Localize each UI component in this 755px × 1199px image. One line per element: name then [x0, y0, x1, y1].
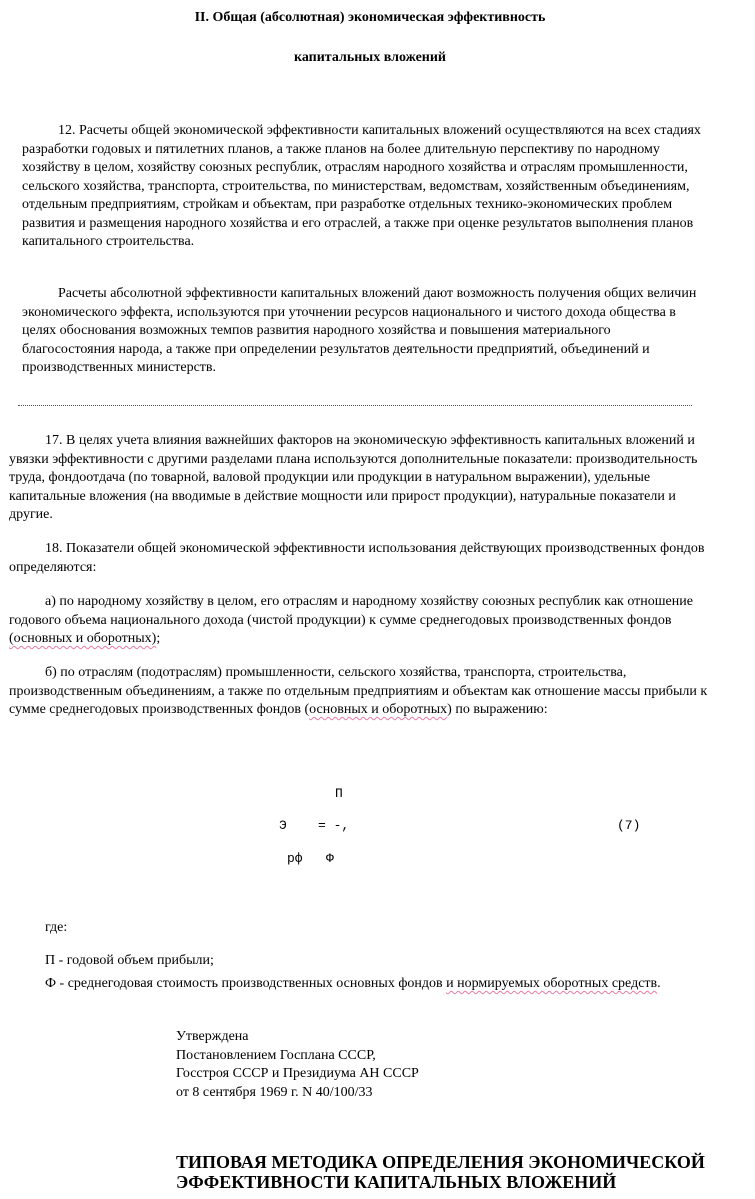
dotted-separator [18, 405, 692, 406]
definition-f-end: . [657, 976, 661, 991]
approval-line3: Госстроя СССР и Президиума АН СССР [176, 1066, 419, 1081]
paragraph-17: 17. В целях учета влияния важнейших факторов на экономическую эффективность капитальных вложений и увязки эффективности с другими разделами плана используются дополнительные показатели: производительность труда, фондоотдача (по товарной, валовой продукции или продукции в натуральном выражении), удельные капитальные вложения (на вводимые в действие мощности или прирост продукции), натуральные показатели и другие. [9, 433, 698, 522]
approval-line4: от 8 сентября 1969 г. N 40/100/33 [176, 1084, 373, 1100]
paragraph-12b: Расчеты абсолютной эффективности капитальных вложений дают возможность получения общих величин экономического эффекта, используются при уточнении ресурсов национального и чистого дохода общества в целях обоснования возможных темпов развития народного хозяйства и повышения материального благосостояния народа, а также при определении результатов деятельности предприятий, объединений и производственных министерств. [22, 286, 697, 375]
section-heading-line2: капитальных вложений [294, 50, 446, 65]
paragraph-18: 18. Показатели общей экономической эффективности использования действующих производственных фондов определяются: [9, 541, 705, 575]
spellcheck-marked-text[interactable]: основных и оборотных [309, 702, 448, 717]
approval-line1: Утверждена [176, 1029, 249, 1044]
paragraph-12: 12. Расчеты общей экономической эффективности капитальных вложений осуществляются на всех стадиях разработки годовых и пятилетних планов, а также планов на более длительную перспективу по народному хозяйству в целом, хозяйству союзных республик, отраслям народного хозяйства и отраслям промышленности, сельского хозяйства, транспорта, строительства, по министерствам, ведомствам, хозяйственным объединениям, отдельным предприятиям, стройкам и объектам, при разработке отдельных технико-экономических проблем развития и размещения народного хозяйства и его отраслей, а также при оценке результатов выполнения планов капитального строительства. [22, 123, 701, 249]
paragraph-18b [9, 664, 709, 720]
spellcheck-marked-text[interactable]: и нормируемых оборотных средств [446, 976, 658, 991]
where-label: где: [45, 920, 68, 935]
spellcheck-marked-text[interactable]: (основных и оборотных) [9, 631, 157, 646]
formula-main-line: Э = -, [279, 818, 350, 833]
definition-f-text: Ф - среднегодовая стоимость производственных основных фондов [45, 976, 447, 991]
paragraph-18a-end: ; [156, 631, 161, 646]
approval-line2: Постановлением Госплана СССР, [176, 1047, 376, 1063]
formula-number: (7) [617, 818, 641, 833]
paragraph-18a [9, 593, 719, 649]
formula-denominator: рф Ф [287, 851, 334, 866]
methodology-title [176, 1152, 746, 1192]
methodology-title-line2: ЭФФЕКТИВНОСТИ КАПИТАЛЬНЫХ ВЛОЖЕНИЙ [176, 1172, 617, 1192]
paragraph-18b-end: ) по выражению: [447, 702, 548, 717]
section-heading-line1: II. Общая (абсолютная) экономическая эффективность [194, 10, 546, 25]
paragraph-18a-text: а) по народному хозяйству в целом, его отраслям и народному хозяйству союзных республик как отношение годового объема национального дохода (чистой продукции) к сумме среднегодовых производственных фондов [9, 594, 693, 628]
approval-block [176, 1028, 419, 1102]
definition-p: П - годовой объем прибыли; [45, 953, 214, 968]
paragraph-18b-text: б) по отраслям (подотраслям) промышленности, сельского хозяйства, транспорта, строительства, производственным объединениям, а также по отдельным предприятиям и объектам как отношение массы прибыли к сумме среднегодовых производственных фондов ( [9, 665, 708, 717]
formula-numerator: П [335, 786, 343, 801]
methodology-title-line1: ТИПОВАЯ МЕТОДИКА ОПРЕДЕЛЕНИЯ ЭКОНОМИЧЕСКОЙ [176, 1152, 705, 1172]
definition-f [9, 975, 709, 994]
